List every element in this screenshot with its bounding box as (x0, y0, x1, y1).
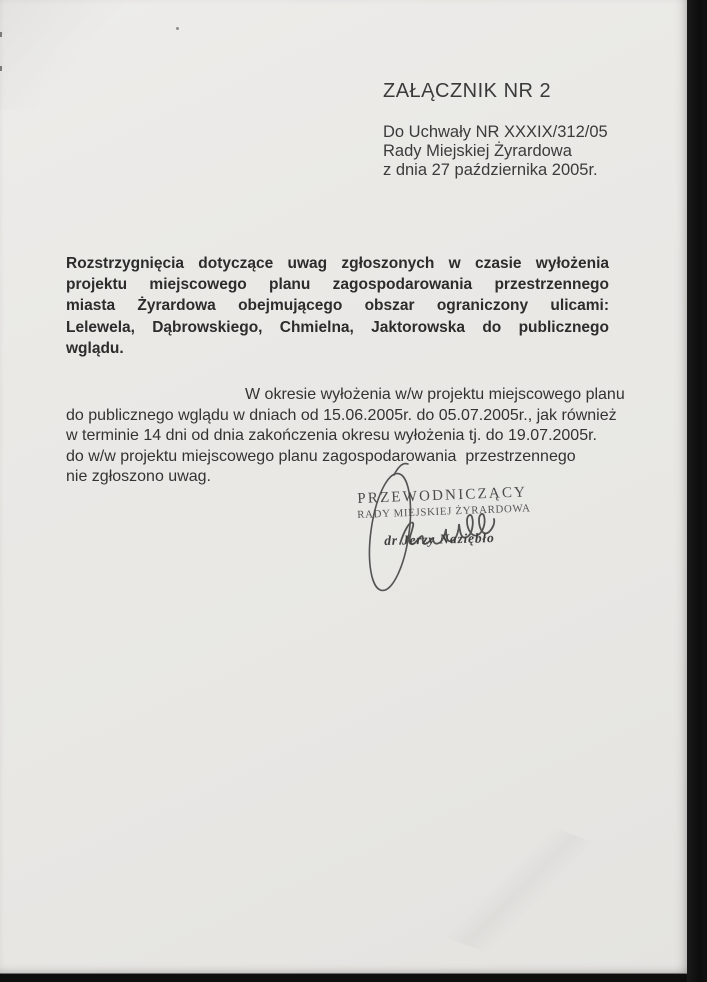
body-line: do publicznego wglądu w dniach od 15.06.2005r. do 05.07.2005r., jak również (66, 406, 617, 424)
stamp-chairman-title: PRZEWODNICZĄCY (357, 484, 528, 507)
reference-line: Do Uchwały NR XXXIX/312/05 (383, 123, 608, 141)
reference-line: z dnia 27 października 2005r. (383, 161, 598, 179)
body-line: do w/w projektu miejscowego planu zagospodarowania przestrzennego (66, 447, 576, 465)
subject-line: Lelewela, Dąbrowskiego, Chmielna, Jaktorowska do publicznego (66, 318, 609, 336)
stamp-council-name: RADY MIEJSKIEJ ŻYRARDOWA (357, 502, 531, 521)
subject-line: wglądu. (66, 339, 124, 357)
scan-speck (176, 27, 179, 30)
body-line: w terminie 14 dni od dnia zakończenia okresu wyłożenia tj. do 19.07.2005r. (66, 427, 597, 445)
scan-edge-mark (0, 32, 2, 37)
body-line: W okresie wyłożenia w/w projektu miejscowego planu (245, 386, 625, 403)
signatory-name: dr Jerzy Naziębło (384, 530, 495, 548)
scan-black-border-right (687, 0, 707, 982)
subject-line: Rozstrzygnięcia dotyczące uwag zgłoszonych w czasie wyłożenia (66, 255, 609, 272)
paper-crease-bottom (411, 793, 628, 982)
resolution-reference-block (383, 123, 608, 180)
paper-crease-topleft (0, 0, 150, 110)
body-paragraph (66, 385, 656, 488)
scan-edge-mark (0, 66, 2, 71)
subject-line: projektu miejscowego planu zagospodarowania przestrzennego (66, 276, 609, 294)
subject-line: miasta Żyrardowa obejmującego obszar ograniczony ulicami: (66, 297, 609, 315)
body-line: nie zgłoszono uwag. (66, 468, 211, 486)
attachment-title: ZAŁĄCZNIK NR 2 (383, 80, 552, 102)
reference-line: Rady Miejskiej Żyrardowa (383, 142, 572, 160)
scan-black-border-bottom (0, 973, 687, 982)
subject-paragraph (66, 253, 609, 359)
